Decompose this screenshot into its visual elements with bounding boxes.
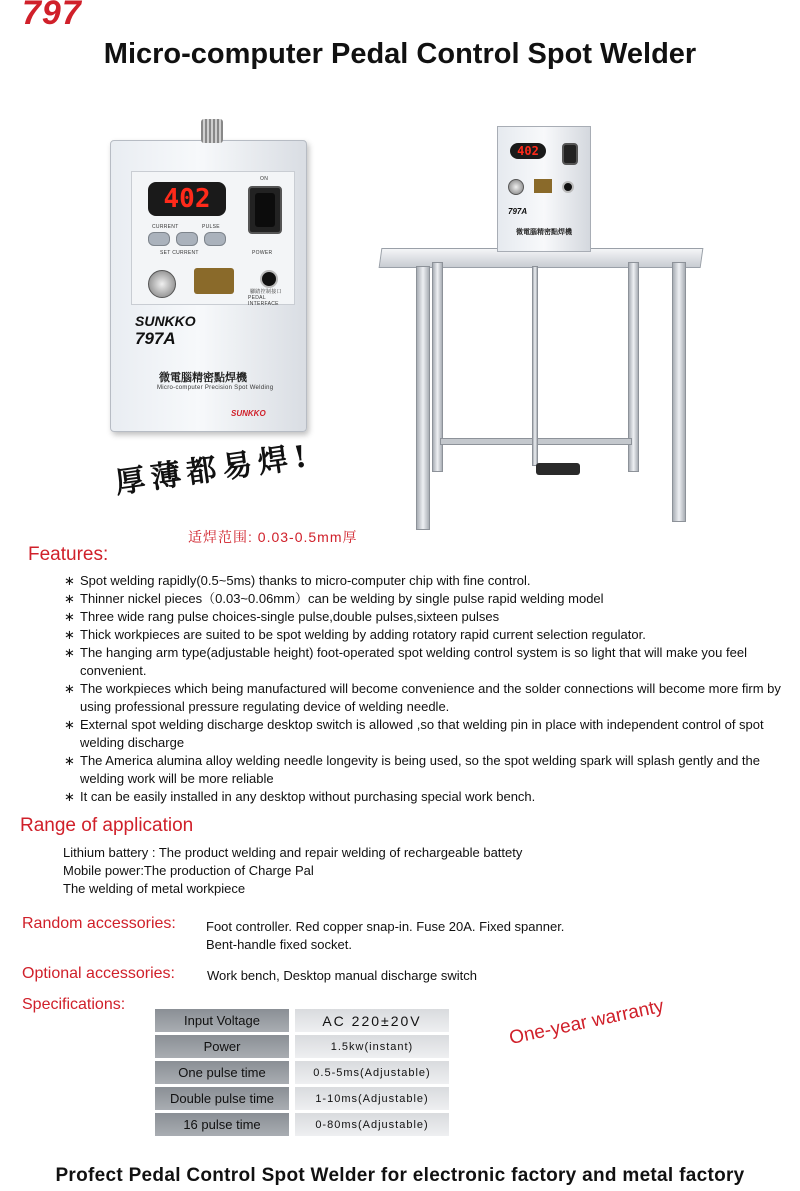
spec-value: 0.5-5ms(Adjustable): [289, 1061, 449, 1084]
device-name-zh-small: 微電腦精密點焊機: [516, 229, 572, 236]
features-heading: Features:: [28, 544, 109, 565]
page-title: Micro-computer Pedal Control Spot Welder: [103, 38, 697, 70]
random-accessories-line: Foot controller. Red copper snap-in. Fuse 20A. Fixed spanner.: [206, 919, 565, 934]
power-switch: [248, 186, 282, 234]
specifications-heading: Specifications:: [22, 996, 126, 1013]
feature-item: ∗ Thinner nickel pieces（0.03~0.06mm）can be welding by single pulse rapid welding model: [64, 590, 784, 608]
foot-pedal: [536, 463, 580, 475]
brand-name: SUNKKO: [135, 313, 196, 329]
features-list: [64, 572, 784, 806]
device-model-small: 797A: [508, 207, 528, 216]
range-heading: Range of application: [20, 815, 194, 836]
label-set-current: SET CURRENT: [160, 250, 199, 256]
spec-row: [155, 1087, 449, 1110]
label-current: CURRENT: [152, 224, 179, 230]
spec-key: 16 pulse time: [155, 1113, 289, 1136]
feature-item: ∗ The workpieces which being manufactured will become convenience and the solder connections will become more firm by using professional pressure regulating device of welding needle.: [64, 680, 784, 716]
middle-button: [176, 232, 198, 246]
control-panel: [131, 171, 295, 305]
footer-tagline: Profect Pedal Control Spot Welder for electronic factory and metal factory: [55, 1165, 745, 1186]
label-pedal-interface-zh: 腳踏控制接口: [250, 289, 282, 295]
pedal-cable: [532, 266, 538, 466]
power-switch-small: [562, 143, 578, 165]
spec-row: [155, 1061, 449, 1084]
range-line: The welding of metal workpiece: [63, 881, 246, 896]
label-power: POWER: [252, 250, 273, 256]
logo: SUNKKO: [231, 409, 266, 418]
feature-item: ∗ Spot welding rapidly(0.5~5ms) thanks to micro-computer chip with fine control.: [64, 572, 784, 590]
device-name-en: Micro-computer Precision Spot Welding: [157, 385, 274, 391]
current-button: [148, 232, 170, 246]
range-list: [63, 844, 522, 898]
spec-key: One pulse time: [155, 1061, 289, 1084]
current-dial-small: [508, 179, 524, 195]
label-on: ON: [260, 176, 269, 182]
spec-value: AC 220±20V: [289, 1009, 449, 1032]
electrode-holder-small: [534, 179, 552, 193]
spec-row: [155, 1035, 449, 1058]
spec-row: [155, 1113, 449, 1136]
led-display: 402: [148, 182, 226, 216]
warranty-note: One-year warranty: [507, 995, 666, 1050]
led-display-small: 402: [510, 143, 546, 159]
spec-key: Input Voltage: [155, 1009, 289, 1032]
label-pedal-interface: PEDAL INTERFACE: [248, 295, 279, 307]
feature-item: ∗ The America alumina alloy welding needle longevity is being used, so the spot welding spark will splash gently and the welding work will be more reliable: [64, 752, 784, 788]
welding-range-zh: 适焊范围: 0.03-0.5mm厚: [188, 529, 358, 545]
range-line: Lithium battery : The product welding and repair welding of rechargeable battety: [63, 845, 523, 860]
optional-accessories-heading: Optional accessories:: [22, 965, 175, 982]
spec-value: 0-80ms(Adjustable): [289, 1113, 449, 1136]
feature-item: ∗ It can be easily installed in any desktop without purchasing special work bench.: [64, 788, 784, 806]
device-model: 797A: [135, 329, 176, 348]
feature-item: ∗ Thick workpieces are suited to be spot welding by adding rotatory rapid current selection regulator.: [64, 626, 784, 644]
spec-value: 1-10ms(Adjustable): [289, 1087, 449, 1110]
spec-key: Double pulse time: [155, 1087, 289, 1110]
slogan-zh: 厚薄都易焊!: [112, 438, 316, 502]
spot-welder-front-image: [110, 140, 307, 432]
current-dial: [148, 270, 176, 298]
device-name-zh: 微電腦精密點焊機: [159, 372, 247, 384]
pulse-button: [204, 232, 226, 246]
random-accessories-line: Bent-handle fixed socket.: [206, 937, 352, 952]
feature-item: ∗ Three wide rang pulse choices-single pulse,double pulses,sixteen pulses: [64, 608, 784, 626]
label-pulse: PULSE: [202, 224, 220, 230]
range-line: Mobile power:The production of Charge Pal: [63, 863, 314, 878]
pedal-socket-small: [562, 181, 574, 193]
random-accessories-heading: Random accessories:: [22, 915, 176, 932]
feature-item: ∗ External spot welding discharge desktop switch is allowed ,so that welding pin in place with independent control of spot welding discharge: [64, 716, 784, 752]
spec-key: Power: [155, 1035, 289, 1058]
random-accessories-text: [206, 918, 564, 954]
feature-item: ∗ The hanging arm type(adjustable height) foot-operated spot welding control system is so light that will make you feel convenient.: [64, 644, 784, 680]
pedal-socket: [260, 270, 278, 288]
spec-row: [155, 1009, 449, 1032]
specifications-table: [155, 1006, 449, 1139]
optional-accessories-text: Work bench, Desktop manual discharge switch: [207, 968, 477, 983]
electrode-holder: [194, 268, 234, 294]
spec-value: 1.5kw(instant): [289, 1035, 449, 1058]
bench-leg-front-right: [672, 262, 686, 522]
model-number: 797: [22, 0, 82, 32]
bench-leg-front-left: [416, 266, 430, 530]
current-knob: [201, 119, 223, 143]
spot-welder-on-bench-image: [497, 126, 591, 252]
